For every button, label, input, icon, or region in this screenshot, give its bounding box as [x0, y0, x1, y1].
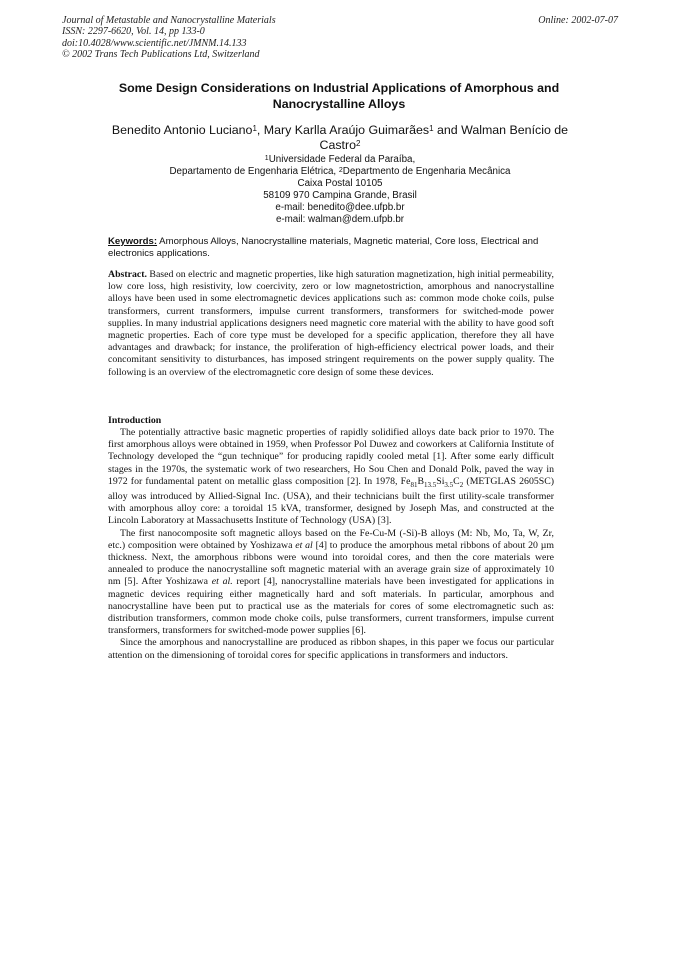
affiliation-line	[100, 154, 580, 166]
affil-mark: 2	[338, 166, 343, 174]
affiliation-line: 58109 970 Campina Grande, Brasil	[263, 189, 417, 201]
keywords-label: Keywords:	[108, 236, 158, 247]
subscript: 81	[410, 480, 418, 489]
author-name: Benedito Antonio Luciano	[111, 123, 253, 137]
affiliation-text: Universidade Federal da Paraíba,	[268, 154, 416, 165]
italic-text: et al.	[211, 576, 233, 588]
paragraph-text: Si	[436, 475, 445, 487]
introduction-body	[108, 427, 554, 662]
body-paragraph: Since the amorphous and nanocrystalline are produced as ribbon shapes, in this paper we focus our particular attention on the dimensioning of toroidal cores for specific applications in transformers and inductors.	[108, 637, 554, 661]
paragraph-text: The first nanocomposite soft magnetic alloys based on the Fe-Cu-M (-Si)-B alloys (M: Nb, Mo, Ta, W, Zr, etc.) composition were obtained by Yoshizawa	[108, 527, 554, 551]
email-line: e-mail: benedito@dee.ufpb.br	[275, 201, 405, 213]
author-list	[90, 123, 590, 153]
copyright-line: © 2002 Trans Tech Publications Ltd, Switzerland	[62, 49, 260, 61]
body-paragraph	[108, 528, 554, 638]
author-name: Walman Benício de Castro	[319, 123, 569, 152]
paragraph-text: B	[417, 475, 424, 487]
subscript: 3.5	[444, 480, 454, 489]
paragraph-text: [4] to produce the amorphous metal ribbons of about 20 µm thickness. Next, the amorphous ribbons were wound into toroidal cores, and then the core materials were annealed to produce the nanocrystalline soft magnetic material with an average grain size of approximately 10 nm [5]. After Yoshizawa	[108, 539, 554, 588]
author-name: Mary Karlla Araújo Guimarães	[263, 123, 430, 137]
journal-header	[62, 15, 618, 61]
affiliation-text: Departmento de Engenharia Mecânica	[342, 165, 511, 177]
body-paragraph	[108, 427, 554, 528]
author-affil-mark: 2	[356, 139, 361, 148]
issn-line: ISSN: 2297-6620, Vol. 14, pp 133-0	[62, 26, 205, 38]
section-heading-introduction: Introduction	[108, 415, 162, 426]
affiliation-line: Caixa Postal 10105	[297, 177, 383, 189]
paragraph-text: The potentially attractive basic magnetic properties of rapidly solidified alloys date back prior to 1970. The first amorphous alloys were obtained in 1959, when Professor Pol Duwez and coworkers at California Institute of Technology developed the “gun technique” for producing rapidly cooled metal [1]. After some early difficult stages in the 1970s, the systematic work of two researchers, Ho Sou Chen and Donald Polk, paved the way in 1972 for fundamental patent on metallic glass composition [2]. In 1978, Fe	[108, 427, 554, 487]
author-affil-mark: 1	[429, 124, 434, 133]
keywords-text: Amorphous Alloys, Nanocrystalline materials, Magnetic material, Core loss, Electrical and electronics applications.	[108, 236, 539, 259]
paragraph-text: report [4], nanocrystalline materials have been investigated for applications in magnetic devices requiring either magnetically hard and soft materials. In particular, amorphous and nanocrystalline have been put to practical use as the materials for cores of some electromagnetic such as: distribution transformers, common mode choke coils, pulse transformers, current transformers, impulse current transformers, transformers for switched-mode power supplies [6].	[108, 576, 554, 637]
paragraph-text: C	[453, 475, 460, 487]
journal-name: Journal of Metastable and Nanocrystalline Materials	[62, 15, 276, 26]
paper-title: Some Design Considerations on Industrial Applications of Amorphous and Nanocrystalline Alloys	[118, 81, 560, 111]
author-separator: and	[433, 123, 462, 137]
subscript: 2	[459, 480, 464, 489]
abstract-label: Abstract.	[108, 269, 147, 280]
author-affil-mark: 1	[252, 124, 257, 133]
paragraph-text: (METGLAS 2605SC) alloy was introduced by Allied-Signal Inc. (USA), and their technicians built the first utility-scale transformer with amorphous alloy core: a toroidal 15 kVA, transformer, designed by Joseph Mas, and constructed at the Lincoln Laboratory at Massachusetts Institute of Technology (USA) [3].	[108, 475, 554, 527]
affiliation-block	[100, 154, 580, 225]
affiliation-text: Departamento de Engenharia Elétrica,	[169, 165, 339, 177]
author-separator: ,	[256, 123, 264, 137]
keywords-paragraph	[108, 236, 554, 260]
italic-text: et al	[295, 539, 313, 551]
abstract-text: Based on electric and magnetic properties, like high saturation magnetization, high initial permeability, low core loss, high resistivity, low coercivity, zero or low magnetostriction, amorphous and nanocrystalline alloys have been used in some electromagnetic devices applications such as: common mode choke coils, pulse transformers, current transformers, impulse current transformers, transformers for switched-mode power supplies. In many industrial applications designers need magnetic core material with the ability to have good soft magnetic properties. Each of core type must be developed for a specific application, therefore they all have advantages and drawback; for instance, the proliferation of high-efficiency electrical power loads, and their concomitant sensitivity to disturbances, has imposed stringent requirements on the power supply quality. The following is an overview of the electromagnetic core design of some these devices.	[108, 269, 554, 378]
doi-line: doi:10.4028/www.scientific.net/JMNM.14.133	[62, 37, 247, 49]
email-line: e-mail: walman@dem.ufpb.br	[275, 213, 405, 225]
subscript: 13.5	[424, 480, 437, 489]
affiliation-line	[100, 166, 580, 178]
online-date: Online: 2002-07-07	[538, 15, 618, 26]
affil-mark: 1	[264, 155, 269, 162]
abstract-paragraph	[108, 269, 554, 379]
